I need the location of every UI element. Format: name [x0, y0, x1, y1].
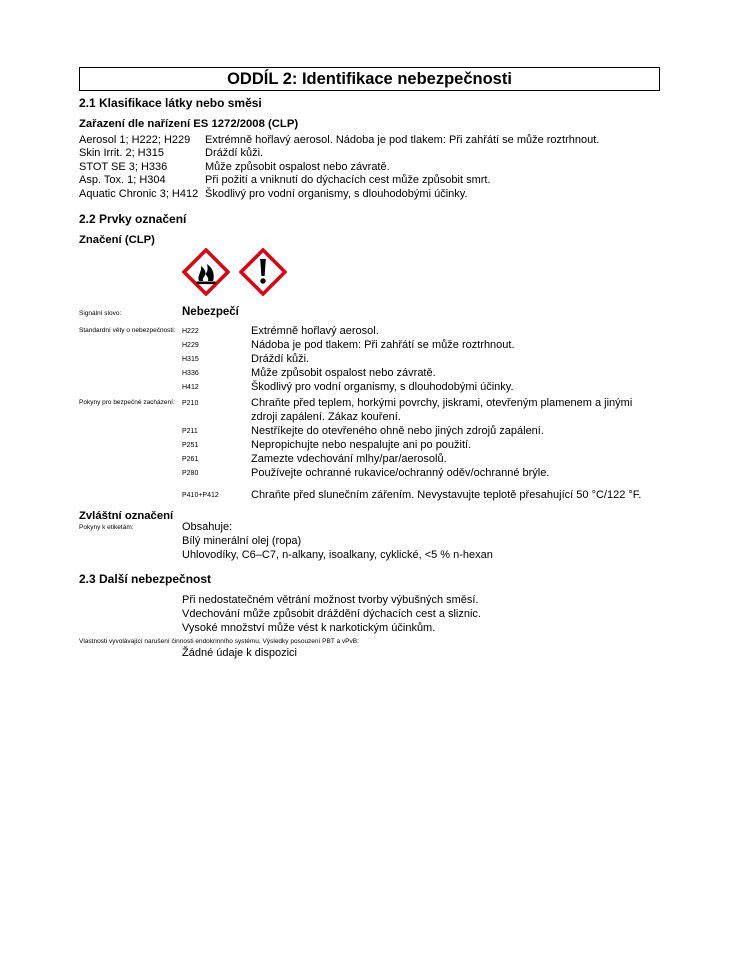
- p-code: P280: [182, 470, 199, 477]
- classification-row: [79, 188, 599, 201]
- h-statements-label: Standardní věty o nebezpečnosti:: [79, 327, 176, 334]
- classification-row: [79, 161, 599, 174]
- signal-word: Nebezpečí: [182, 306, 239, 318]
- classification-code: Aquatic Chronic 3; H412: [79, 187, 199, 200]
- p-text: Nepropichujte nebo nespalujte ani po použití.: [251, 439, 472, 451]
- special-line: Bílý minerální olej (ropa): [182, 535, 302, 547]
- classification-text: Extrémně hořlavý aerosol. Nádoba je pod tlakem: Při zahřátí se může roztrhnout.: [205, 134, 600, 146]
- other-hazard-line: Při nedostatečném větrání možnost tvorby výbušných směsí.: [182, 594, 479, 606]
- p-text: Chraňte před teplem, horkými povrchy, jiskrami, otevřeným plamenem a jinými zdroji zapálení. Zákaz kouření.: [251, 397, 633, 423]
- section-title: ODDÍL 2: Identifikace nebezpečnosti: [79, 67, 660, 91]
- p-text: Chraňte před slunečním zářením. Nevystavujte teplotě přesahující 50 °C/122 °F.: [251, 489, 642, 501]
- h-text: Dráždí kůži.: [251, 353, 310, 365]
- h-text: Extrémně hořlavý aerosol.: [251, 325, 379, 337]
- heading-2-2: 2.2 Prvky označení: [79, 212, 187, 226]
- h-text: Může způsobit ospalost nebo závratě.: [251, 367, 436, 379]
- p-text: Používejte ochranné rukavice/ochranný oděv/ochranné brýle.: [251, 467, 550, 479]
- label-instructions-label: Pokyny k etiketám:: [79, 524, 134, 531]
- p-code: P261: [182, 456, 199, 463]
- p-code: P410+P412: [182, 492, 219, 499]
- classification-text: Při požití a vniknutí do dýchacích cest může způsobit smrt.: [205, 174, 491, 187]
- h-code: H336: [182, 370, 199, 377]
- classification-text: Škodlivý pro vodní organismy, s dlouhodobými účinky.: [205, 187, 468, 200]
- classification-code: Aerosol 1; H222; H229: [79, 134, 191, 146]
- h-text: Škodlivý pro vodní organismy, s dlouhodobými účinky.: [251, 381, 514, 393]
- p-text: Nestříkejte do otevřeného ohně nebo jiných zdrojů zapálení.: [251, 425, 544, 437]
- h-code: H315: [182, 356, 199, 363]
- endocrine-pbt-value: Žádné údaje k dispozici: [182, 647, 297, 659]
- special-labelling-heading: Zvláštní označení: [79, 510, 174, 522]
- classification-code: Asp. Tox. 1; H304: [79, 174, 166, 187]
- p-statements-label: Pokyny pro bezpečné zacházení:: [79, 399, 175, 406]
- heading-2-3: 2.3 Další nebezpečnost: [79, 572, 212, 586]
- h-code: H222: [182, 328, 199, 335]
- flame-icon: [182, 248, 230, 296]
- classification-text: Může způsobit ospalost nebo závratě.: [205, 160, 390, 173]
- other-hazard-line: Vdechování může způsobit dráždění dýchacích cest a sliznic.: [182, 608, 481, 620]
- p-code: P211: [182, 428, 198, 435]
- p-code: P210: [182, 400, 199, 407]
- signal-word-label: Signální slovo:: [79, 310, 122, 317]
- classification-code: STOT SE 3; H336: [79, 160, 168, 173]
- classification-table: [79, 134, 599, 201]
- subheading-clp-classification: Zařazení dle nařízení ES 1272/2008 (CLP): [79, 118, 299, 130]
- special-line: Obsahuje:: [182, 521, 233, 533]
- h-code: H412: [182, 384, 199, 391]
- subheading-clp-labelling: Značení (CLP): [79, 234, 155, 246]
- classification-code: Skin Irrit. 2; H315: [79, 147, 164, 160]
- h-code: H229: [182, 342, 199, 349]
- p-code: P251: [182, 442, 199, 449]
- special-line: Uhlovodíky, C6–C7, n-alkany, isoalkany, cyklické, <5 % n-hexan: [182, 549, 493, 561]
- classification-row: [79, 147, 599, 160]
- heading-2-1: 2.1 Klasifikace látky nebo směsi: [79, 96, 262, 110]
- classification-text: Dráždí kůži.: [205, 147, 264, 160]
- classification-row: [79, 174, 599, 187]
- endocrine-pbt-label: Vlastnosti vyvolávající narušení činnosti endokrinního systému, Výsledky posouzení PBT a vPvB:: [79, 638, 359, 645]
- classification-row: [79, 134, 599, 147]
- other-hazard-line: Vysoké množství může vést k narkotickým účinkům.: [182, 622, 436, 634]
- p-text: Zamezte vdechování mlhy/par/aerosolů.: [251, 453, 447, 465]
- exclamation-icon: [239, 248, 287, 296]
- h-text: Nádoba je pod tlakem: Při zahřátí se může roztrhnout.: [251, 339, 515, 351]
